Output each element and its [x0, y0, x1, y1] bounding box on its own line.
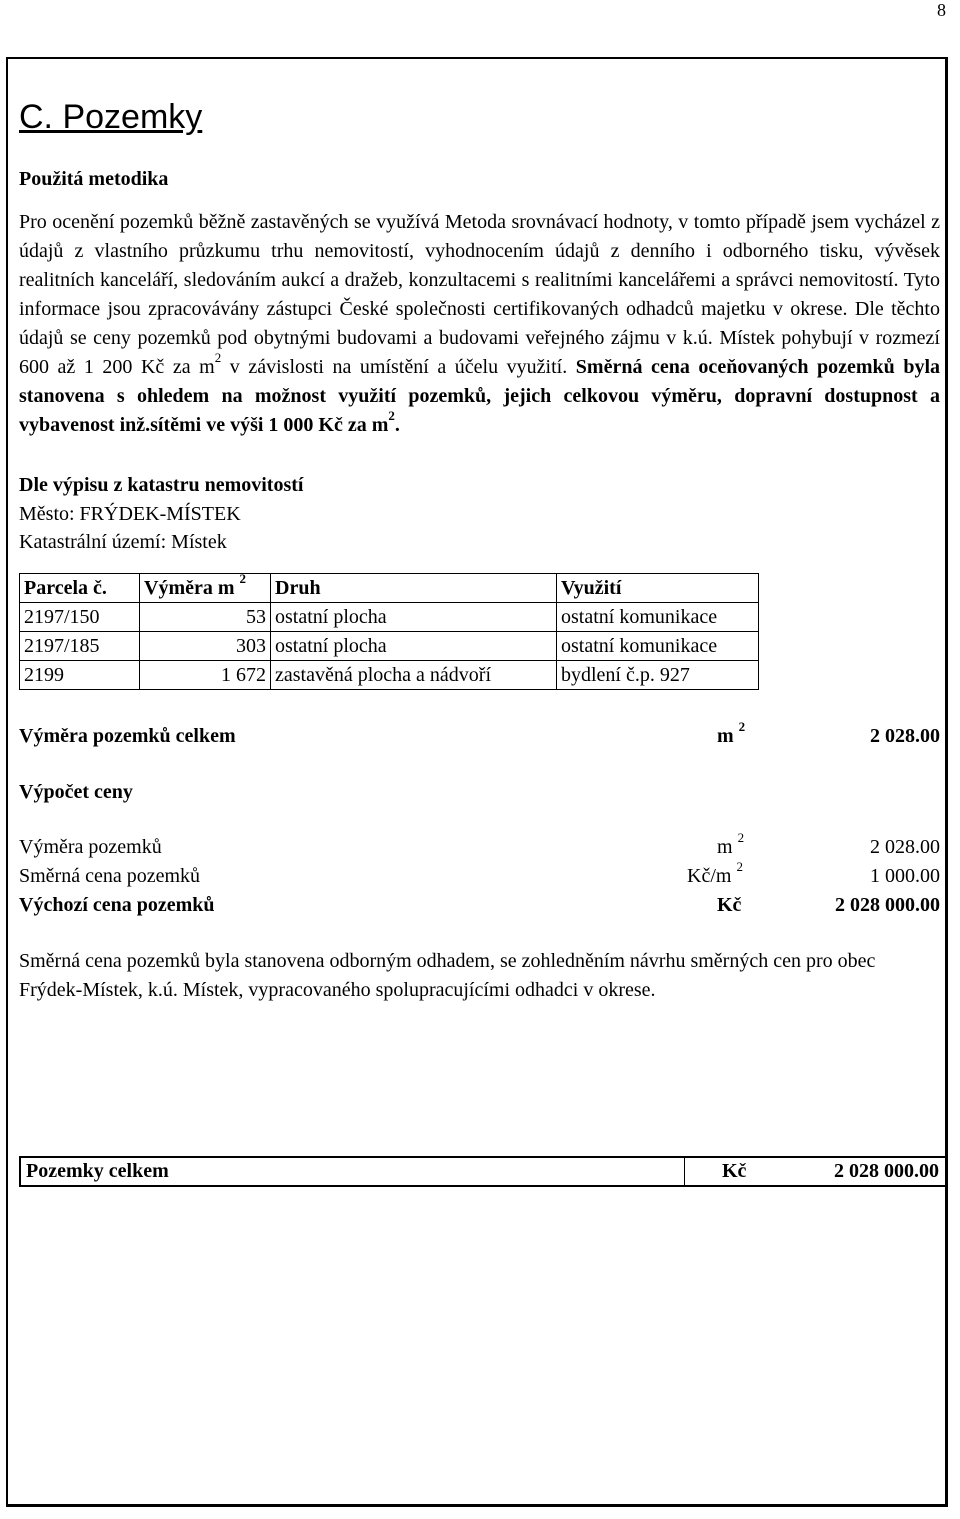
cell-vyuziti: ostatní komunikace — [557, 631, 759, 660]
katastr-uzemi: Katastrální území: Místek — [19, 531, 227, 553]
cell-vymera: 1 672 — [140, 660, 271, 689]
table-row — [20, 602, 759, 631]
vypocet-value: 2 028 000.00 — [835, 893, 940, 916]
metodika-bold-end: . — [394, 414, 400, 436]
cell-vymera: 303 — [140, 631, 271, 660]
metodika-paragraph — [19, 208, 940, 440]
metodika-text-a: Pro ocenění pozemků běžně zastavěných se využívá Metoda srovnávací hodnoty, v tomto případě jsem vycházel z údajů z vlastního průzkumu trhu nemovitostí, vyhodnocením údajů z denního i odborného tisku, vývěsek realitních kanceláří, sledováním aukcí a dražeb, konzultacemi s realitními kancelářemi a správci nemovitostí. Tyto informace jsou zpracovávány zástupci České společnosti certifikovaných odhadců majetku v okrese. Dle těchto údajů se ceny pozemků pod obytnými budovami a budovami veřejného zájmu v k.ú. Místek pohybují v rozmezí 600 až 1 200 Kč za m — [19, 211, 940, 378]
metodika-heading: Použitá metodika — [19, 168, 169, 190]
parcel-table — [19, 570, 759, 690]
cell-vyuziti: bydlení č.p. 927 — [557, 660, 759, 689]
vypocet-label: Výchozí cena pozemků — [19, 893, 215, 916]
metodika-bold-sup: 2 — [388, 408, 395, 424]
parcel-table-header — [20, 573, 759, 602]
cell-druh: zastavěná plocha a nádvoří — [271, 660, 557, 689]
vypocet-row — [19, 829, 940, 862]
table-row — [20, 660, 759, 689]
vypocet-label: Směrná cena pozemků — [19, 864, 201, 887]
total-divider — [684, 1158, 685, 1185]
section-title: C. Pozemky — [19, 98, 203, 136]
vypocet-row — [19, 891, 940, 920]
cell-parcela: 2197/150 — [20, 602, 140, 631]
note-paragraph: Směrná cena pozemků byla stanovena odborným odhadem, se zohledněním návrhu směrných cen pro obec Frýdek-Místek, k.ú. Místek, vypracovaného spolupracujícími odhadci v okrese. — [19, 949, 876, 1001]
vypocet-unit: m $^2$ — [717, 829, 745, 858]
metodika-text-b: v závislosti na umístění a účelu využití. — [221, 356, 576, 378]
cell-parcela: 2197/185 — [20, 631, 140, 660]
katastr-block — [19, 471, 940, 557]
cell-vymera: 53 — [140, 602, 271, 631]
cell-parcela: 2199 — [20, 660, 140, 689]
header-druh: Druh — [271, 573, 557, 602]
page-number: 8 — [937, 0, 946, 20]
total-label: Pozemky celkem — [26, 1160, 169, 1182]
total-unit: Kč — [722, 1160, 747, 1182]
header-parcela: Parcela č. — [20, 573, 140, 602]
cell-druh: ostatní plocha — [271, 602, 557, 631]
katastr-mesto: Město: FRÝDEK-MÍSTEK — [19, 502, 241, 525]
total-value: 2 028 000.00 — [834, 1160, 939, 1182]
vypocet-unit: Kč/m $^2$ — [687, 858, 743, 887]
vypocet-label: Výměra pozemků — [19, 835, 162, 858]
content — [19, 97, 941, 1182]
vypocet-value: 1 000.00 — [870, 864, 940, 887]
table-row — [20, 631, 759, 660]
cell-druh: ostatní plocha — [271, 631, 557, 660]
vymera-celkem-unit: m $^2$ — [717, 718, 746, 747]
vypocet-heading: Výpočet ceny — [19, 780, 133, 803]
header-vyuziti: Využití — [557, 573, 759, 602]
metodika-sup-a: 2 — [214, 350, 222, 366]
total-box — [19, 1156, 947, 1187]
header-vymera: Výměra m $^2$ — [140, 573, 271, 602]
katastr-heading: Dle výpisu z katastru nemovitostí — [19, 474, 304, 496]
metodika-bold-text: Směrná cena oceňovaných pozemků byla stanovena s ohledem na možnost využití pozemků, jejich celkovou výměru, dopravní dostupnost a vybavenost inž.sítěmi ve výši 1 000 Kč za m — [19, 356, 941, 436]
vymera-celkem-label: Výměra pozemků celkem — [19, 724, 236, 747]
vymera-celkem-row — [19, 718, 940, 751]
cell-vyuziti: ostatní komunikace — [557, 602, 759, 631]
vymera-celkem-value: 2 028.00 — [870, 724, 940, 747]
vypocet-unit: Kč — [717, 893, 742, 916]
vypocet-rows — [19, 829, 940, 920]
vypocet-row — [19, 858, 940, 891]
vypocet-value: 2 028.00 — [870, 835, 940, 858]
document-frame — [6, 57, 948, 1507]
